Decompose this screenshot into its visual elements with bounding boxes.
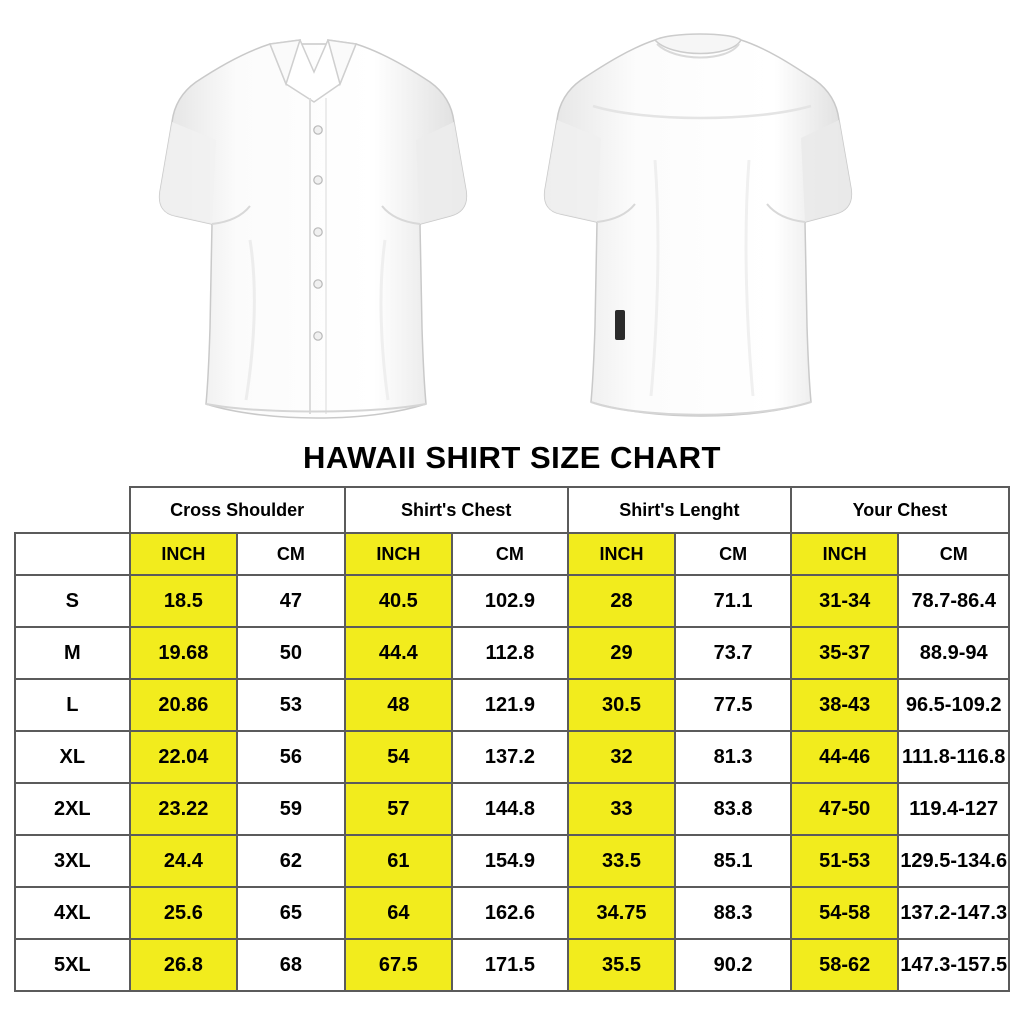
cell-your-chest-cm: 137.2-147.3 <box>898 887 1009 939</box>
cell-your-chest-cm: 111.8-116.8 <box>898 731 1009 783</box>
cell-shirts-chest-cm: 121.9 <box>452 679 568 731</box>
table-row <box>15 835 1009 887</box>
row-size-label: L <box>15 679 130 731</box>
cell-shirts-chest-inch: 54 <box>345 731 452 783</box>
table-row <box>15 679 1009 731</box>
cell-shirts-chest-inch: 64 <box>345 887 452 939</box>
table-row <box>15 783 1009 835</box>
cell-shirts-chest-cm: 171.5 <box>452 939 568 991</box>
shirt-illustrations <box>0 0 1024 440</box>
cell-shirts-chest-cm: 162.6 <box>452 887 568 939</box>
cell-your-chest-inch: 54-58 <box>791 887 898 939</box>
table-row <box>15 939 1009 991</box>
cell-shirts-chest-cm: 137.2 <box>452 731 568 783</box>
unit-cross-shoulder-inch: INCH <box>130 533 237 575</box>
cell-cross-shoulder-cm: 50 <box>237 627 344 679</box>
page-title: HAWAII SHIRT SIZE CHART <box>303 440 721 475</box>
cell-cross-shoulder-cm: 56 <box>237 731 344 783</box>
cell-cross-shoulder-inch: 23.22 <box>130 783 237 835</box>
cell-your-chest-cm: 78.7-86.4 <box>898 575 1009 627</box>
row-size-label: 5XL <box>15 939 130 991</box>
table-corner-cell <box>15 487 130 533</box>
group-header-shirts-chest: Shirt's Chest <box>345 487 568 533</box>
table-row <box>15 627 1009 679</box>
cell-shirts-lenght-cm: 81.3 <box>675 731 791 783</box>
row-size-label: M <box>15 627 130 679</box>
cell-shirts-chest-cm: 154.9 <box>452 835 568 887</box>
unit-shirts-chest-inch: INCH <box>345 533 452 575</box>
cell-cross-shoulder-cm: 62 <box>237 835 344 887</box>
cell-shirts-chest-inch: 57 <box>345 783 452 835</box>
cell-shirts-chest-cm: 102.9 <box>452 575 568 627</box>
cell-your-chest-inch: 47-50 <box>791 783 898 835</box>
row-size-label: XL <box>15 731 130 783</box>
cell-shirts-lenght-cm: 77.5 <box>675 679 791 731</box>
cell-cross-shoulder-inch: 19.68 <box>130 627 237 679</box>
cell-cross-shoulder-cm: 59 <box>237 783 344 835</box>
cell-shirts-lenght-inch: 30.5 <box>568 679 675 731</box>
cell-your-chest-inch: 31-34 <box>791 575 898 627</box>
group-header-shirts-lenght: Shirt's Lenght <box>568 487 791 533</box>
table-unit-header-row <box>15 533 1009 575</box>
row-size-label: 4XL <box>15 887 130 939</box>
row-size-label: S <box>15 575 130 627</box>
cell-cross-shoulder-inch: 22.04 <box>130 731 237 783</box>
cell-your-chest-inch: 44-46 <box>791 731 898 783</box>
cell-cross-shoulder-cm: 68 <box>237 939 344 991</box>
cell-your-chest-cm: 129.5-134.6 <box>898 835 1009 887</box>
size-chart-table <box>14 486 1010 992</box>
table-group-header-row <box>15 487 1009 533</box>
cell-shirts-chest-inch: 48 <box>345 679 452 731</box>
size-table-container <box>0 486 1024 992</box>
cell-cross-shoulder-cm: 47 <box>237 575 344 627</box>
cell-shirts-lenght-cm: 83.8 <box>675 783 791 835</box>
cell-your-chest-cm: 119.4-127 <box>898 783 1009 835</box>
cell-shirts-chest-cm: 144.8 <box>452 783 568 835</box>
unit-shirts-lenght-inch: INCH <box>568 533 675 575</box>
cell-shirts-lenght-inch: 28 <box>568 575 675 627</box>
cell-shirts-lenght-inch: 32 <box>568 731 675 783</box>
cell-your-chest-cm: 88.9-94 <box>898 627 1009 679</box>
shirt-front-image <box>150 10 480 430</box>
cell-your-chest-inch: 58-62 <box>791 939 898 991</box>
row-size-label: 2XL <box>15 783 130 835</box>
cell-shirts-chest-inch: 44.4 <box>345 627 452 679</box>
cell-shirts-lenght-inch: 33 <box>568 783 675 835</box>
cell-your-chest-inch: 38-43 <box>791 679 898 731</box>
shirt-back-image <box>535 10 865 430</box>
cell-shirts-chest-inch: 61 <box>345 835 452 887</box>
cell-shirts-lenght-cm: 71.1 <box>675 575 791 627</box>
cell-shirts-lenght-inch: 35.5 <box>568 939 675 991</box>
cell-shirts-chest-inch: 67.5 <box>345 939 452 991</box>
table-row <box>15 575 1009 627</box>
unit-your-chest-cm: CM <box>898 533 1009 575</box>
cell-shirts-lenght-inch: 34.75 <box>568 887 675 939</box>
cell-cross-shoulder-inch: 20.86 <box>130 679 237 731</box>
unit-row-size-cell <box>15 533 130 575</box>
cell-cross-shoulder-inch: 25.6 <box>130 887 237 939</box>
unit-your-chest-inch: INCH <box>791 533 898 575</box>
cell-cross-shoulder-cm: 65 <box>237 887 344 939</box>
cell-your-chest-inch: 35-37 <box>791 627 898 679</box>
row-size-label: 3XL <box>15 835 130 887</box>
cell-your-chest-cm: 147.3-157.5 <box>898 939 1009 991</box>
cell-your-chest-cm: 96.5-109.2 <box>898 679 1009 731</box>
unit-cross-shoulder-cm: CM <box>237 533 344 575</box>
group-header-your-chest: Your Chest <box>791 487 1009 533</box>
cell-cross-shoulder-inch: 24.4 <box>130 835 237 887</box>
cell-cross-shoulder-inch: 26.8 <box>130 939 237 991</box>
unit-shirts-lenght-cm: CM <box>675 533 791 575</box>
cell-shirts-chest-cm: 112.8 <box>452 627 568 679</box>
table-row <box>15 887 1009 939</box>
table-row <box>15 731 1009 783</box>
cell-shirts-lenght-inch: 29 <box>568 627 675 679</box>
cell-cross-shoulder-cm: 53 <box>237 679 344 731</box>
cell-shirts-lenght-cm: 85.1 <box>675 835 791 887</box>
group-header-cross-shoulder: Cross Shoulder <box>130 487 345 533</box>
cell-shirts-lenght-cm: 90.2 <box>675 939 791 991</box>
cell-shirts-lenght-cm: 73.7 <box>675 627 791 679</box>
cell-shirts-lenght-inch: 33.5 <box>568 835 675 887</box>
cell-shirts-chest-inch: 40.5 <box>345 575 452 627</box>
cell-cross-shoulder-inch: 18.5 <box>130 575 237 627</box>
unit-shirts-chest-cm: CM <box>452 533 568 575</box>
cell-your-chest-inch: 51-53 <box>791 835 898 887</box>
cell-shirts-lenght-cm: 88.3 <box>675 887 791 939</box>
